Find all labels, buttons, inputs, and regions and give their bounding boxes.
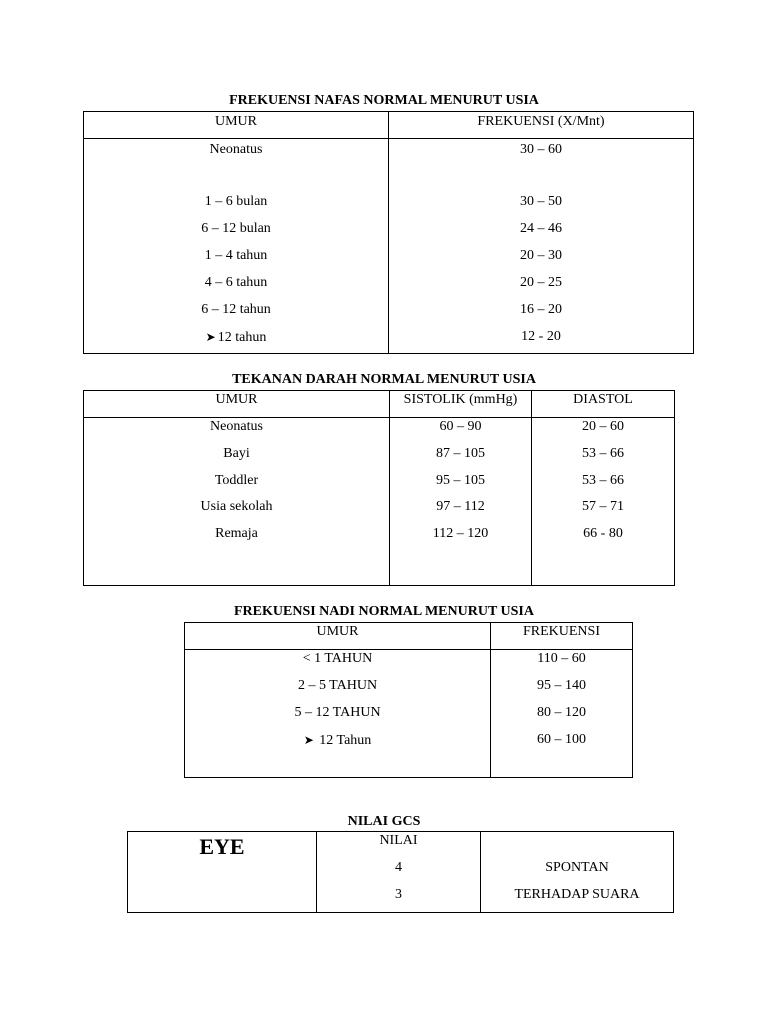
gcs-title: NILAI GCS (347, 814, 421, 829)
gcs-cell: 4 (395, 860, 402, 875)
nadi-cell: < 1 TAHUN (302, 651, 373, 666)
tekanan-cell: 66 - 80 (583, 526, 623, 541)
tekanan-cell: 60 – 90 (439, 419, 482, 434)
nadi-header-frekuensi: FREKUENSI (522, 624, 600, 639)
gcs-cell: 3 (395, 887, 402, 902)
tekanan-table (83, 390, 675, 586)
nafas-cell-text: 12 tahun (217, 330, 267, 345)
gcs-col-label (128, 832, 317, 912)
nadi-cell-last (185, 731, 490, 750)
nafas-cell: 12 - 20 (521, 329, 561, 344)
tekanan-cell: 87 – 105 (436, 446, 485, 461)
nadi-col-frekuensi (491, 623, 632, 777)
nafas-header-umur: UMUR (214, 114, 257, 129)
tekanan-col-diastol (532, 391, 674, 585)
gcs-cell: SPONTAN (545, 860, 609, 875)
nadi-cell: 60 – 100 (537, 732, 586, 747)
nadi-cell: 80 – 120 (537, 705, 586, 720)
nafas-cell: 16 – 20 (520, 302, 562, 317)
gcs-table (127, 831, 674, 913)
nafas-cell: 30 – 60 (520, 142, 562, 157)
nafas-cell: 30 – 50 (520, 194, 562, 209)
tekanan-cell: Bayi (223, 446, 250, 461)
tekanan-header-diastol: DIASTOL (573, 392, 633, 407)
tekanan-cell: 97 – 112 (436, 499, 485, 514)
gcs-col-respon (481, 832, 673, 912)
nafas-cell: 4 – 6 tahun (204, 275, 268, 290)
nafas-cell: Neonatus (209, 142, 263, 157)
tekanan-header-umur: UMUR (215, 392, 258, 407)
nadi-cell-text: 12 Tahun (319, 733, 372, 748)
nafas-header-frekuensi: FREKUENSI (X/Mnt) (477, 114, 605, 129)
tekanan-header-sistolik: SISTOLIK (mmHg) (403, 392, 518, 407)
tekanan-col-sistolik (390, 391, 532, 585)
tekanan-col-umur (84, 391, 390, 585)
nafas-cell: 20 – 25 (520, 275, 562, 290)
nafas-cell: 1 – 4 tahun (204, 248, 268, 263)
nafas-cell: 6 – 12 tahun (201, 302, 271, 317)
tekanan-cell: 53 – 66 (582, 446, 624, 461)
nafas-cell: 1 – 6 bulan (204, 194, 268, 209)
nafas-cell-last (84, 328, 388, 347)
nadi-title: FREKUENSI NADI NORMAL MENURUT USIA (234, 604, 534, 619)
tekanan-cell: 53 – 66 (582, 473, 624, 488)
nadi-table (184, 622, 633, 778)
arrow-right-icon: ➤ (205, 330, 216, 344)
nafas-cell: 20 – 30 (520, 248, 562, 263)
nadi-cell: 110 – 60 (537, 651, 586, 666)
tekanan-cell: 57 – 71 (582, 499, 624, 514)
nafas-table (83, 111, 694, 354)
nafas-col-umur (84, 112, 389, 353)
tekanan-title: TEKANAN DARAH NORMAL MENURUT USIA (232, 372, 536, 387)
nadi-cell: 2 – 5 TAHUN (297, 678, 378, 693)
arrow-right-icon: ➤ (303, 733, 314, 747)
tekanan-cell: Toddler (214, 473, 259, 488)
nafas-cell: 6 – 12 bulan (201, 221, 271, 236)
nadi-col-umur (185, 623, 491, 777)
gcs-cell: TERHADAP SUARA (514, 887, 640, 902)
tekanan-cell: Usia sekolah (200, 499, 273, 514)
tekanan-cell: Remaja (215, 526, 258, 541)
nafas-cell: 24 – 46 (520, 221, 562, 236)
nafas-title: FREKUENSI NAFAS NORMAL MENURUT USIA (229, 93, 539, 108)
nadi-header-umur: UMUR (316, 624, 359, 639)
nafas-col-frekuensi (389, 112, 693, 353)
tekanan-cell: 20 – 60 (582, 419, 624, 434)
gcs-nilai-header: NILAI (379, 833, 418, 848)
nadi-cell: 95 – 140 (537, 678, 586, 693)
tekanan-cell: 95 – 105 (436, 473, 485, 488)
gcs-col-nilai (317, 832, 481, 912)
tekanan-cell: 112 – 120 (432, 526, 489, 541)
nadi-cell: 5 – 12 TAHUN (294, 705, 381, 720)
gcs-eye-label: EYE (199, 834, 245, 859)
tekanan-cell: Neonatus (210, 419, 263, 434)
